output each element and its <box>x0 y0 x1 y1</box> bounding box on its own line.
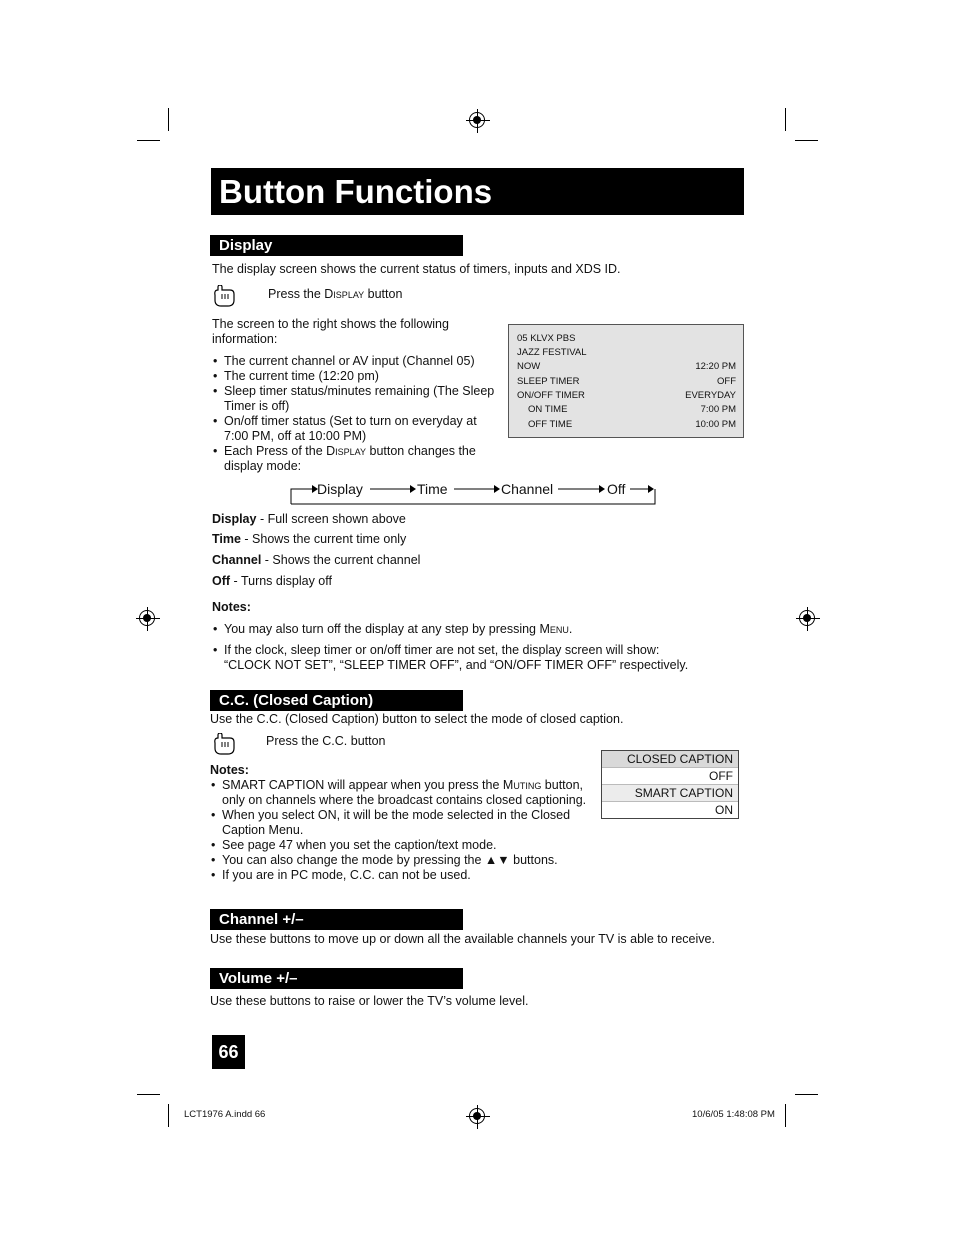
page-number: 66 <box>212 1035 245 1069</box>
flow-step: Channel <box>501 481 554 497</box>
crop-mark <box>785 1104 786 1127</box>
list-item: • SMART CAPTION will appear when you press the Muting button, only on channels where the broadcast contains closed captioning. <box>210 778 592 808</box>
up-down-arrows-icon: ▲▼ <box>484 853 510 867</box>
list-item: • See page 47 when you set the caption/text mode. <box>210 838 592 853</box>
crop-mark <box>168 108 169 131</box>
flow-step: Off <box>607 481 626 497</box>
list-item: • The current time (12:20 pm) <box>212 369 502 384</box>
flow-step: Display <box>317 481 363 497</box>
volume-description: Use these buttons to raise or lower the TV’s volume level. <box>210 994 529 1008</box>
crop-mark <box>795 1094 818 1095</box>
section-heading-display: Display <box>210 235 463 256</box>
crop-mark <box>785 108 786 131</box>
list-item: • You may also turn off the display at any step by pressing Menu. <box>212 622 712 637</box>
cc-press-instruction: Press the C.C. button <box>266 734 386 748</box>
list-item: • If the clock, sleep timer or on/off timer are not set, the display screen will show: “CLOCK NOT SET”, “SLEEP TIMER OFF”, and “ON/OFF TIMER OFF” respectively. <box>212 643 712 673</box>
display-info-list <box>212 354 502 474</box>
registration-mark-icon <box>799 610 815 626</box>
cc-notes-list <box>210 778 592 883</box>
list-item: • If you are in PC mode, C.C. can not be used. <box>210 868 592 883</box>
closed-caption-menu <box>601 750 739 819</box>
cc-intro: Use the C.C. (Closed Caption) button to select the mode of closed caption. <box>210 712 624 726</box>
registration-mark-icon <box>139 610 155 626</box>
cc-menu-title: CLOSED CAPTION <box>602 751 738 768</box>
crop-mark <box>168 1104 169 1127</box>
cc-menu-option: ON <box>715 803 733 817</box>
crop-mark <box>137 1094 160 1095</box>
cc-notes-heading: Notes: <box>210 763 249 777</box>
osd-row: ON TIME 7:00 PM <box>528 404 736 415</box>
display-press-instruction: Press the Display button <box>268 287 403 301</box>
list-item: • Sleep timer status/minutes remaining (The Sleep Timer is off) <box>212 384 502 414</box>
hand-press-icon <box>212 285 236 307</box>
hand-press-icon <box>212 733 236 755</box>
section-heading-channel: Channel +/– <box>210 909 463 930</box>
list-item: • On/off timer status (Set to turn on everyday at 7:00 PM, off at 10:00 PM) <box>212 414 502 444</box>
mode-description: Channel - Shows the current channel <box>212 553 421 567</box>
osd-row: NOW 12:20 PM <box>517 361 736 372</box>
osd-row: OFF TIME 10:00 PM <box>528 419 736 430</box>
display-notes-heading: Notes: <box>212 600 251 614</box>
mode-description: Time - Shows the current time only <box>212 532 407 546</box>
display-intro: The display screen shows the current status of timers, inputs and XDS ID. <box>212 262 621 276</box>
channel-description: Use these buttons to move up or down all the available channels your TV is able to receive. <box>210 932 715 946</box>
mode-description: Off - Turns display off <box>212 574 332 588</box>
osd-row: SLEEP TIMER OFF <box>517 376 736 387</box>
cc-menu-option: SMART CAPTION <box>602 785 738 802</box>
display-notes-list <box>212 622 712 673</box>
list-item: • You can also change the mode by pressing the ▲▼ buttons. <box>210 853 592 868</box>
display-mode-cycle-diagram <box>290 480 658 506</box>
registration-mark-icon <box>469 112 485 128</box>
flow-step: Time <box>417 481 448 497</box>
list-item: • Each Press of the Display button changes the display mode: <box>212 444 502 474</box>
osd-row: ON/OFF TIMER EVERYDAY <box>517 390 736 401</box>
crop-mark <box>795 140 818 141</box>
list-item: • The current channel or AV input (Channel 05) <box>212 354 502 369</box>
display-osd-screen <box>508 324 744 438</box>
list-item: • When you select ON, it will be the mode selected in the Closed Caption Menu. <box>210 808 592 838</box>
page-title: Button Functions <box>211 168 744 215</box>
osd-channel-line: 05 KLVX PBS <box>517 333 576 344</box>
osd-program-line: JAZZ FESTIVAL <box>517 347 587 358</box>
slug-file-name: LCT1976 A.indd 66 <box>184 1109 266 1120</box>
cc-menu-option: OFF <box>602 768 738 785</box>
section-heading-closed-caption: C.C. (Closed Caption) <box>210 690 463 711</box>
slug-timestamp: 10/6/05 1:48:08 PM <box>692 1109 775 1120</box>
crop-mark <box>137 140 160 141</box>
registration-mark-icon <box>469 1108 485 1124</box>
mode-description: Display - Full screen shown above <box>212 512 406 526</box>
display-key-name: Display <box>324 287 365 301</box>
display-screen-intro: The screen to the right shows the following information: <box>212 317 449 346</box>
section-heading-volume: Volume +/– <box>210 968 463 989</box>
